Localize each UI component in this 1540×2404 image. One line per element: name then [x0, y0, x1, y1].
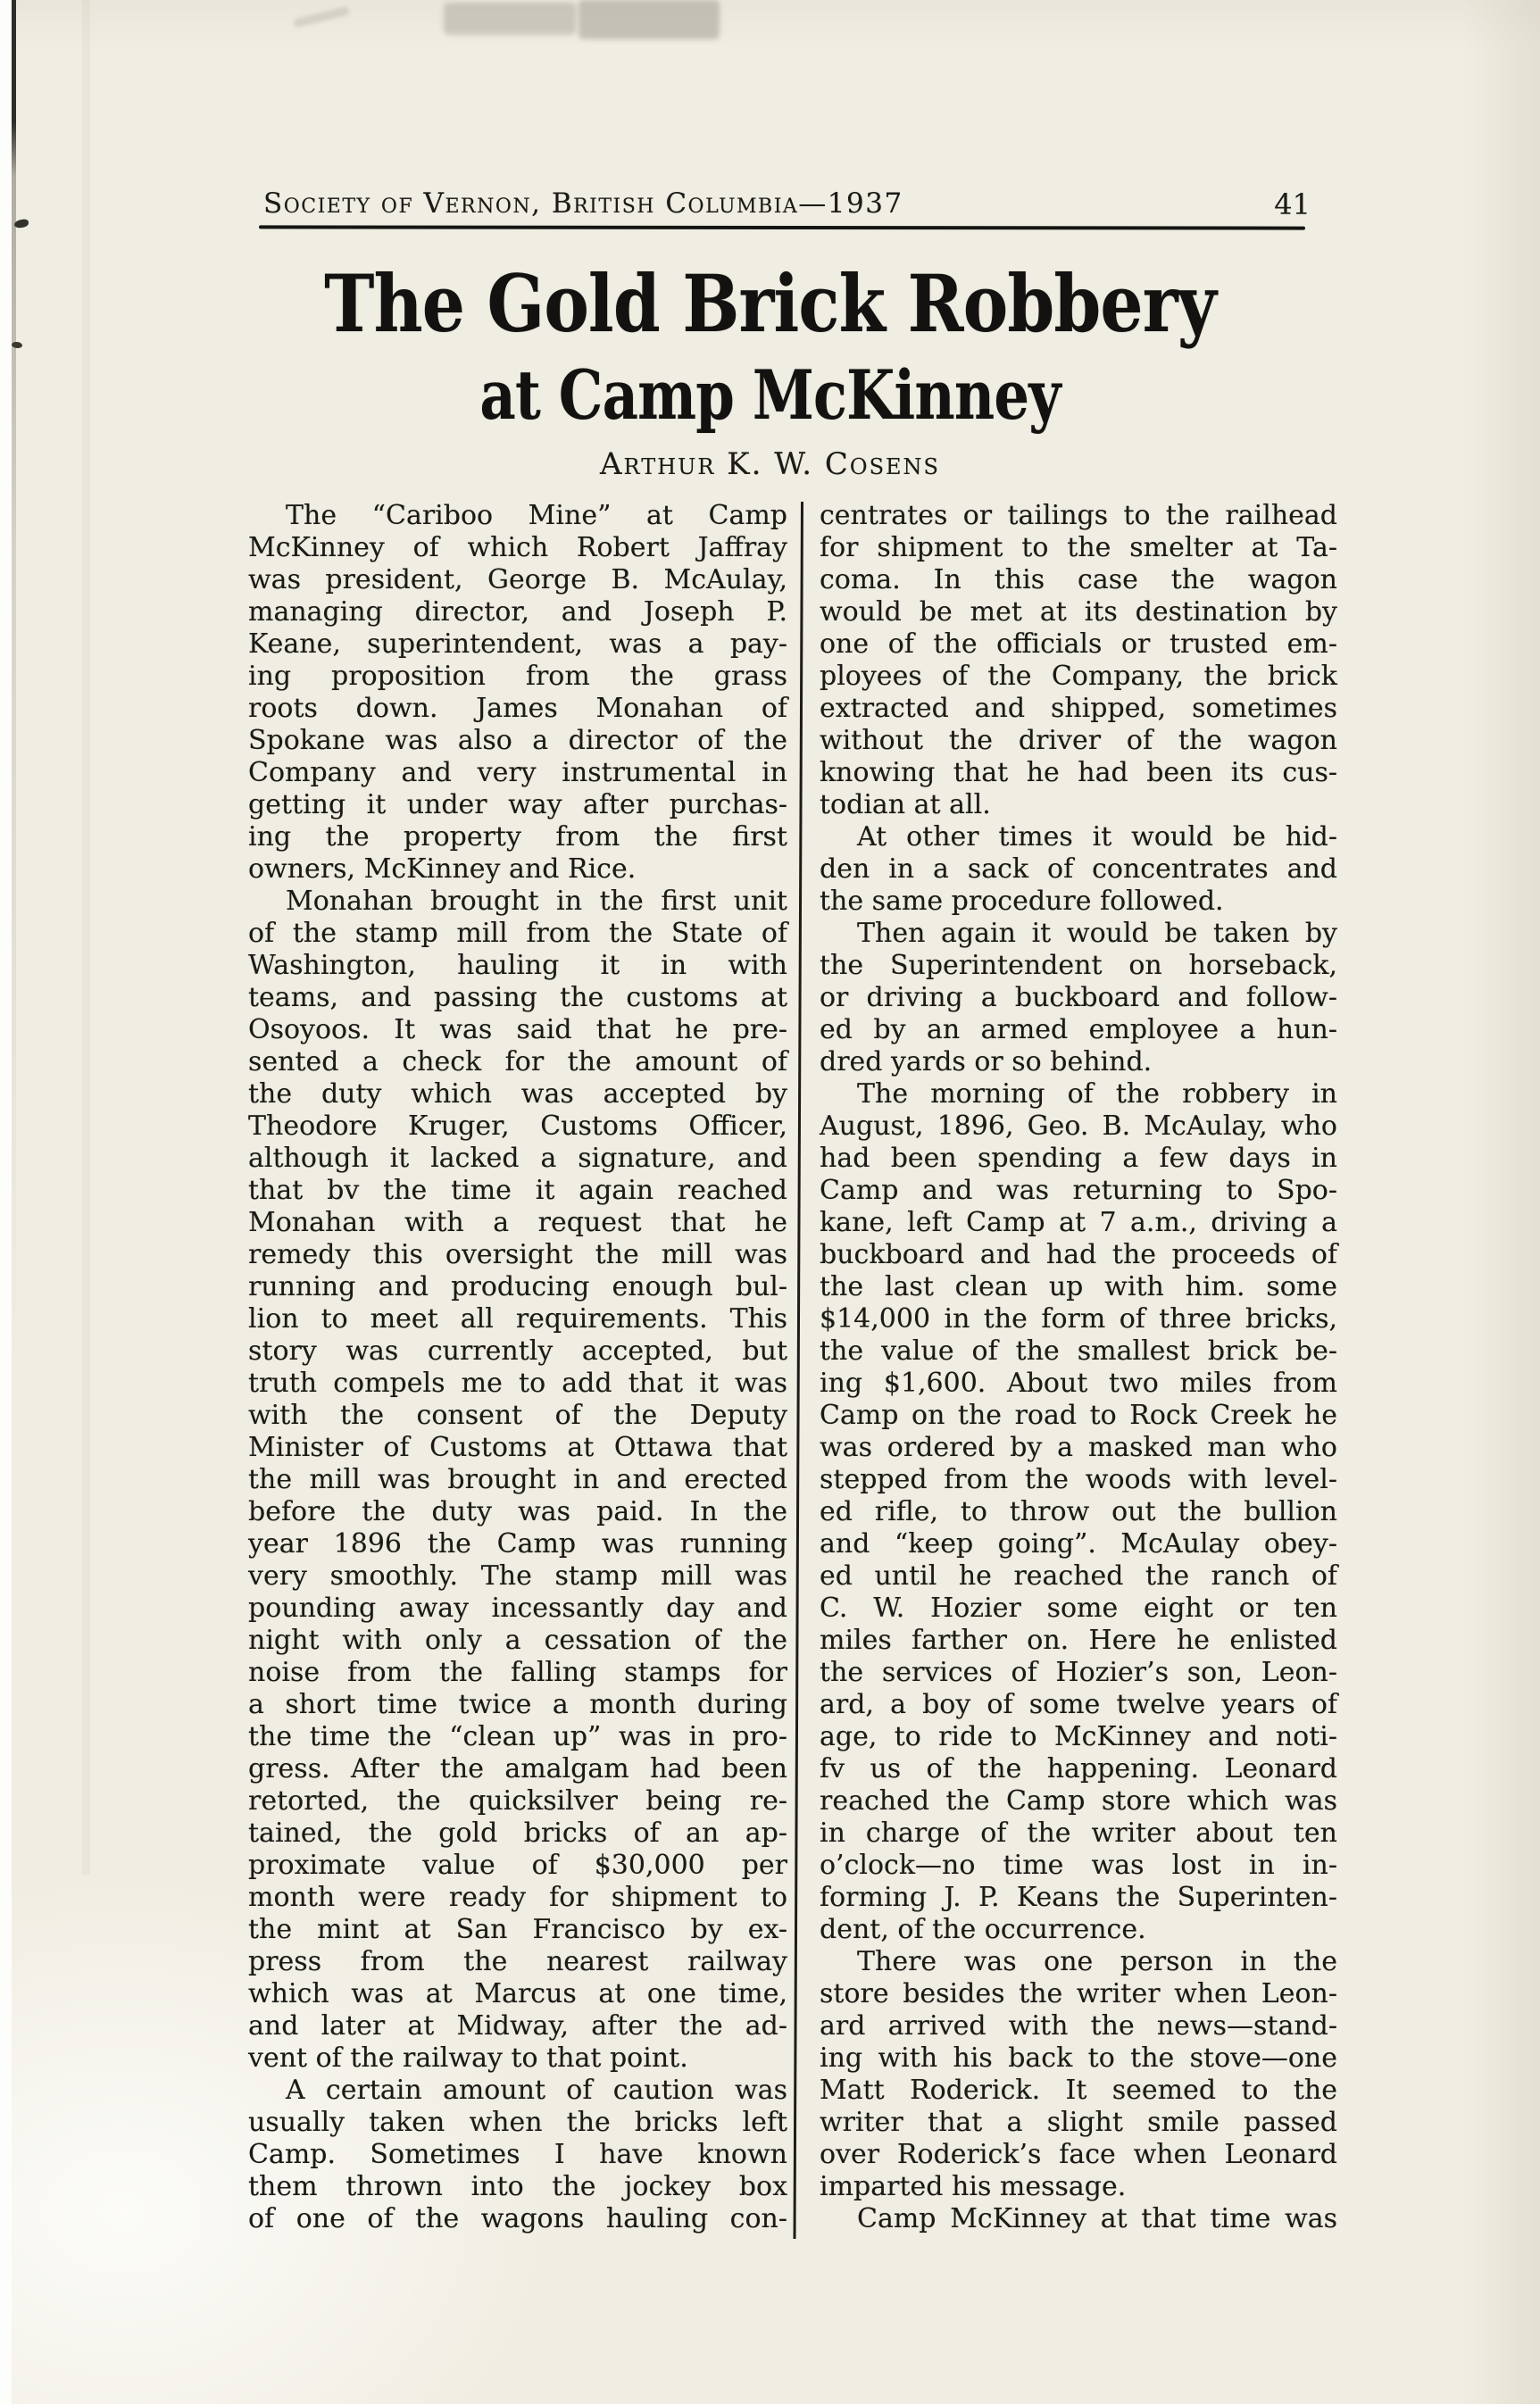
text-line: the Superintendent on horseback, [820, 950, 1337, 981]
text-line: teams, and passing the customs at [248, 982, 787, 1013]
text-line: month were ready for shipment to [248, 1882, 787, 1913]
text-line: store besides the writer when Leon- [820, 1978, 1337, 2009]
text-line: the value of the smallest brick be- [820, 1335, 1337, 1367]
text-line: ing proposition from the grass [248, 661, 787, 692]
text-line: age, to ride to McKinney and noti- [820, 1721, 1337, 1752]
text-line: in charge of the writer about ten [820, 1818, 1337, 1849]
right-column [820, 500, 1337, 2235]
text-line: was president, George B. McAulay, [248, 564, 787, 595]
text-line: the same procedure followed. [820, 886, 1224, 917]
header-rule [259, 225, 1305, 229]
article-title-line1: The Gold Brick Robbery [324, 257, 1216, 350]
text-line: buckboard and had the proceeds of [820, 1239, 1337, 1270]
text-line: Then again it would be taken by [857, 918, 1337, 949]
text-line: the services of Hozier’s son, Leon- [820, 1657, 1337, 1688]
text-line: Monahan with a request that he [248, 1207, 787, 1238]
text-line: dred yards or so behind. [820, 1046, 1153, 1077]
text-line: had been spending a few days in [820, 1143, 1337, 1174]
text-line: The “Cariboo Mine” at Camp [286, 500, 787, 531]
text-line: centrates or tailings to the railhead [820, 500, 1337, 531]
text-line: one of the officials or trusted em- [820, 628, 1337, 660]
text-line: without the driver of the wagon [820, 725, 1337, 756]
text-line: miles farther on. Here he enlisted [820, 1625, 1337, 1656]
text-line: ed rifle, to throw out the bullion [820, 1496, 1337, 1527]
text-line: C. W. Hozier some eight or ten [820, 1593, 1337, 1624]
text-line: ing the property from the first [248, 821, 787, 853]
text-line: ing $1,600. About two miles from [820, 1368, 1337, 1399]
text-line: of one of the wagons hauling con- [248, 2203, 787, 2234]
text-line: usually taken when the bricks left [248, 2107, 787, 2138]
scan-edge-line [12, 0, 16, 1357]
text-line: retorted, the quicksilver being re- [248, 1785, 787, 1817]
scan-smudge [579, 0, 720, 39]
text-line: owners, McKinney and Rice. [248, 853, 637, 885]
text-line: a short time twice a month during [248, 1689, 787, 1720]
text-line: extracted and shipped, sometimes [820, 693, 1337, 724]
text-line: Matt Roderick. It seemed to the [820, 2075, 1337, 2106]
text-line: press from the nearest railway [248, 1946, 787, 1977]
text-line: lion to meet all requirements. This [248, 1303, 787, 1335]
text-line: knowing that he had been its cus- [820, 757, 1337, 788]
left-column [248, 500, 787, 2235]
scan-smudge [293, 5, 351, 28]
text-line: for shipment to the smelter at Ta- [820, 532, 1337, 563]
text-line: the mint at San Francisco by ex- [248, 1914, 787, 1945]
text-line: Company and very instrumental in [248, 757, 787, 788]
text-line: roots down. James Monahan of [248, 693, 787, 724]
text-line: todian at all. [820, 789, 991, 820]
text-line: kane, left Camp at 7 a.m., driving a [820, 1207, 1337, 1238]
text-line: Keane, superintendent, was a pay- [248, 628, 787, 660]
page-number: 41 [1274, 187, 1311, 221]
text-line: Spokane was also a director of the [248, 725, 787, 756]
text-line: or driving a buckboard and follow- [820, 982, 1337, 1013]
text-line: ing with his back to the stove—one [820, 2042, 1337, 2074]
text-line: although it lacked a signature, and [248, 1143, 787, 1174]
text-line: ed by an armed employee a hun- [820, 1014, 1337, 1045]
text-line: Osoyoos. It was said that he pre- [248, 1014, 787, 1045]
text-line: tained, the gold bricks of an ap- [248, 1818, 787, 1849]
text-line: the last clean up with him. some [820, 1271, 1337, 1302]
scan-speck [13, 219, 29, 229]
text-line: August, 1896, Geo. B. McAulay, who [820, 1110, 1337, 1142]
text-line: coma. In this case the wagon [820, 564, 1337, 595]
text-line: the time the “clean up” was in pro- [248, 1721, 787, 1752]
text-line: very smoothly. The stamp mill was [248, 1560, 787, 1592]
text-line: ard arrived with the news—stand- [820, 2010, 1337, 2042]
article-title-line2: at Camp McKinney [479, 355, 1061, 435]
text-line: truth compels me to add that it was [248, 1368, 787, 1399]
text-line: managing director, and Joseph P. [248, 596, 787, 628]
text-line: would be met at its destination by [820, 596, 1337, 628]
text-line: Camp and was returning to Spo- [820, 1175, 1337, 1206]
text-line: Monahan brought in the first unit [286, 886, 787, 917]
text-line: them thrown into the jockey box [248, 2171, 787, 2202]
text-line: of the stamp mill from the State of [248, 918, 787, 949]
text-line: Camp on the road to Rock Creek he [820, 1400, 1337, 1431]
text-line: was ordered by a masked man who [820, 1432, 1337, 1463]
text-line: Camp. Sometimes I have known [248, 2139, 787, 2170]
text-line: Camp McKinney at that time was [857, 2203, 1337, 2234]
text-line: the duty which was accepted by [248, 1078, 787, 1110]
text-line: and later at Midway, after the ad- [248, 2010, 787, 2042]
text-line: Washington, hauling it in with [248, 950, 787, 981]
text-line: sented a check for the amount of [248, 1046, 787, 1077]
text-line: The morning of the robbery in [857, 1078, 1337, 1110]
text-line: ed until he reached the ranch of [820, 1560, 1337, 1592]
text-line: and “keep going”. McAulay obey- [820, 1528, 1337, 1560]
text-line: den in a sack of concentrates and [820, 853, 1337, 885]
scan-edge-margin [0, 0, 12, 2404]
text-line: with the consent of the Deputy [248, 1400, 787, 1431]
text-line: noise from the falling stamps for [248, 1657, 787, 1688]
text-line: over Roderick’s face when Leonard [820, 2139, 1337, 2170]
text-line: imparted his message. [820, 2171, 1127, 2202]
text-line: getting it under way after purchas- [248, 789, 787, 820]
text-line: running and producing enough bul- [248, 1271, 787, 1302]
text-line: Theodore Kruger, Customs Officer, [248, 1110, 787, 1142]
text-line: which was at Marcus at one time, [248, 1978, 787, 2009]
text-line: pounding away incessantly day and [248, 1593, 787, 1624]
running-header: Society of Vernon, British Columbia—1937 [263, 187, 903, 220]
text-line: ard, a boy of some twelve years of [820, 1689, 1337, 1720]
text-line: that bv the time it again reached [248, 1175, 787, 1206]
text-line: stepped from the woods with level- [820, 1464, 1337, 1495]
text-line: before the duty was paid. In the [248, 1496, 787, 1527]
text-line: vent of the railway to that point. [248, 2042, 688, 2074]
text-line: gress. After the amalgam had been [248, 1753, 787, 1784]
text-line: ployees of the Company, the brick [820, 661, 1337, 692]
text-line: forming J. P. Keans the Superinten- [820, 1882, 1337, 1913]
text-line: There was one person in the [857, 1946, 1337, 1977]
text-line: Minister of Customs at Ottawa that [248, 1432, 787, 1463]
scan-paper-streak [82, 0, 90, 1875]
text-line: reached the Camp store which was [820, 1785, 1337, 1817]
text-line: dent, of the occurrence. [820, 1914, 1146, 1945]
text-line: the mill was brought in and erected [248, 1464, 787, 1495]
text-line: o’clock—no time was lost in in- [820, 1850, 1337, 1881]
text-line: writer that a slight smile passed [820, 2107, 1337, 2138]
text-line: $14,000 in the form of three bricks, [820, 1303, 1337, 1335]
column-divider-rule [794, 502, 803, 2239]
text-line: McKinney of which Robert Jaffray [248, 532, 787, 563]
text-line: night with only a cessation of the [248, 1625, 787, 1656]
text-line: A certain amount of caution was [286, 2075, 787, 2106]
text-line: At other times it would be hid- [857, 821, 1337, 853]
text-line: year 1896 the Camp was running [248, 1528, 787, 1560]
text-line: story was currently accepted, but [248, 1335, 787, 1367]
text-line: remedy this oversight the mill was [248, 1239, 787, 1270]
byline: Arthur K. W. Cosens [600, 446, 940, 482]
text-line: fv us of the happening. Leonard [820, 1753, 1337, 1784]
text-line: proximate value of $30,000 per [248, 1850, 787, 1881]
scan-smudge [444, 3, 576, 35]
